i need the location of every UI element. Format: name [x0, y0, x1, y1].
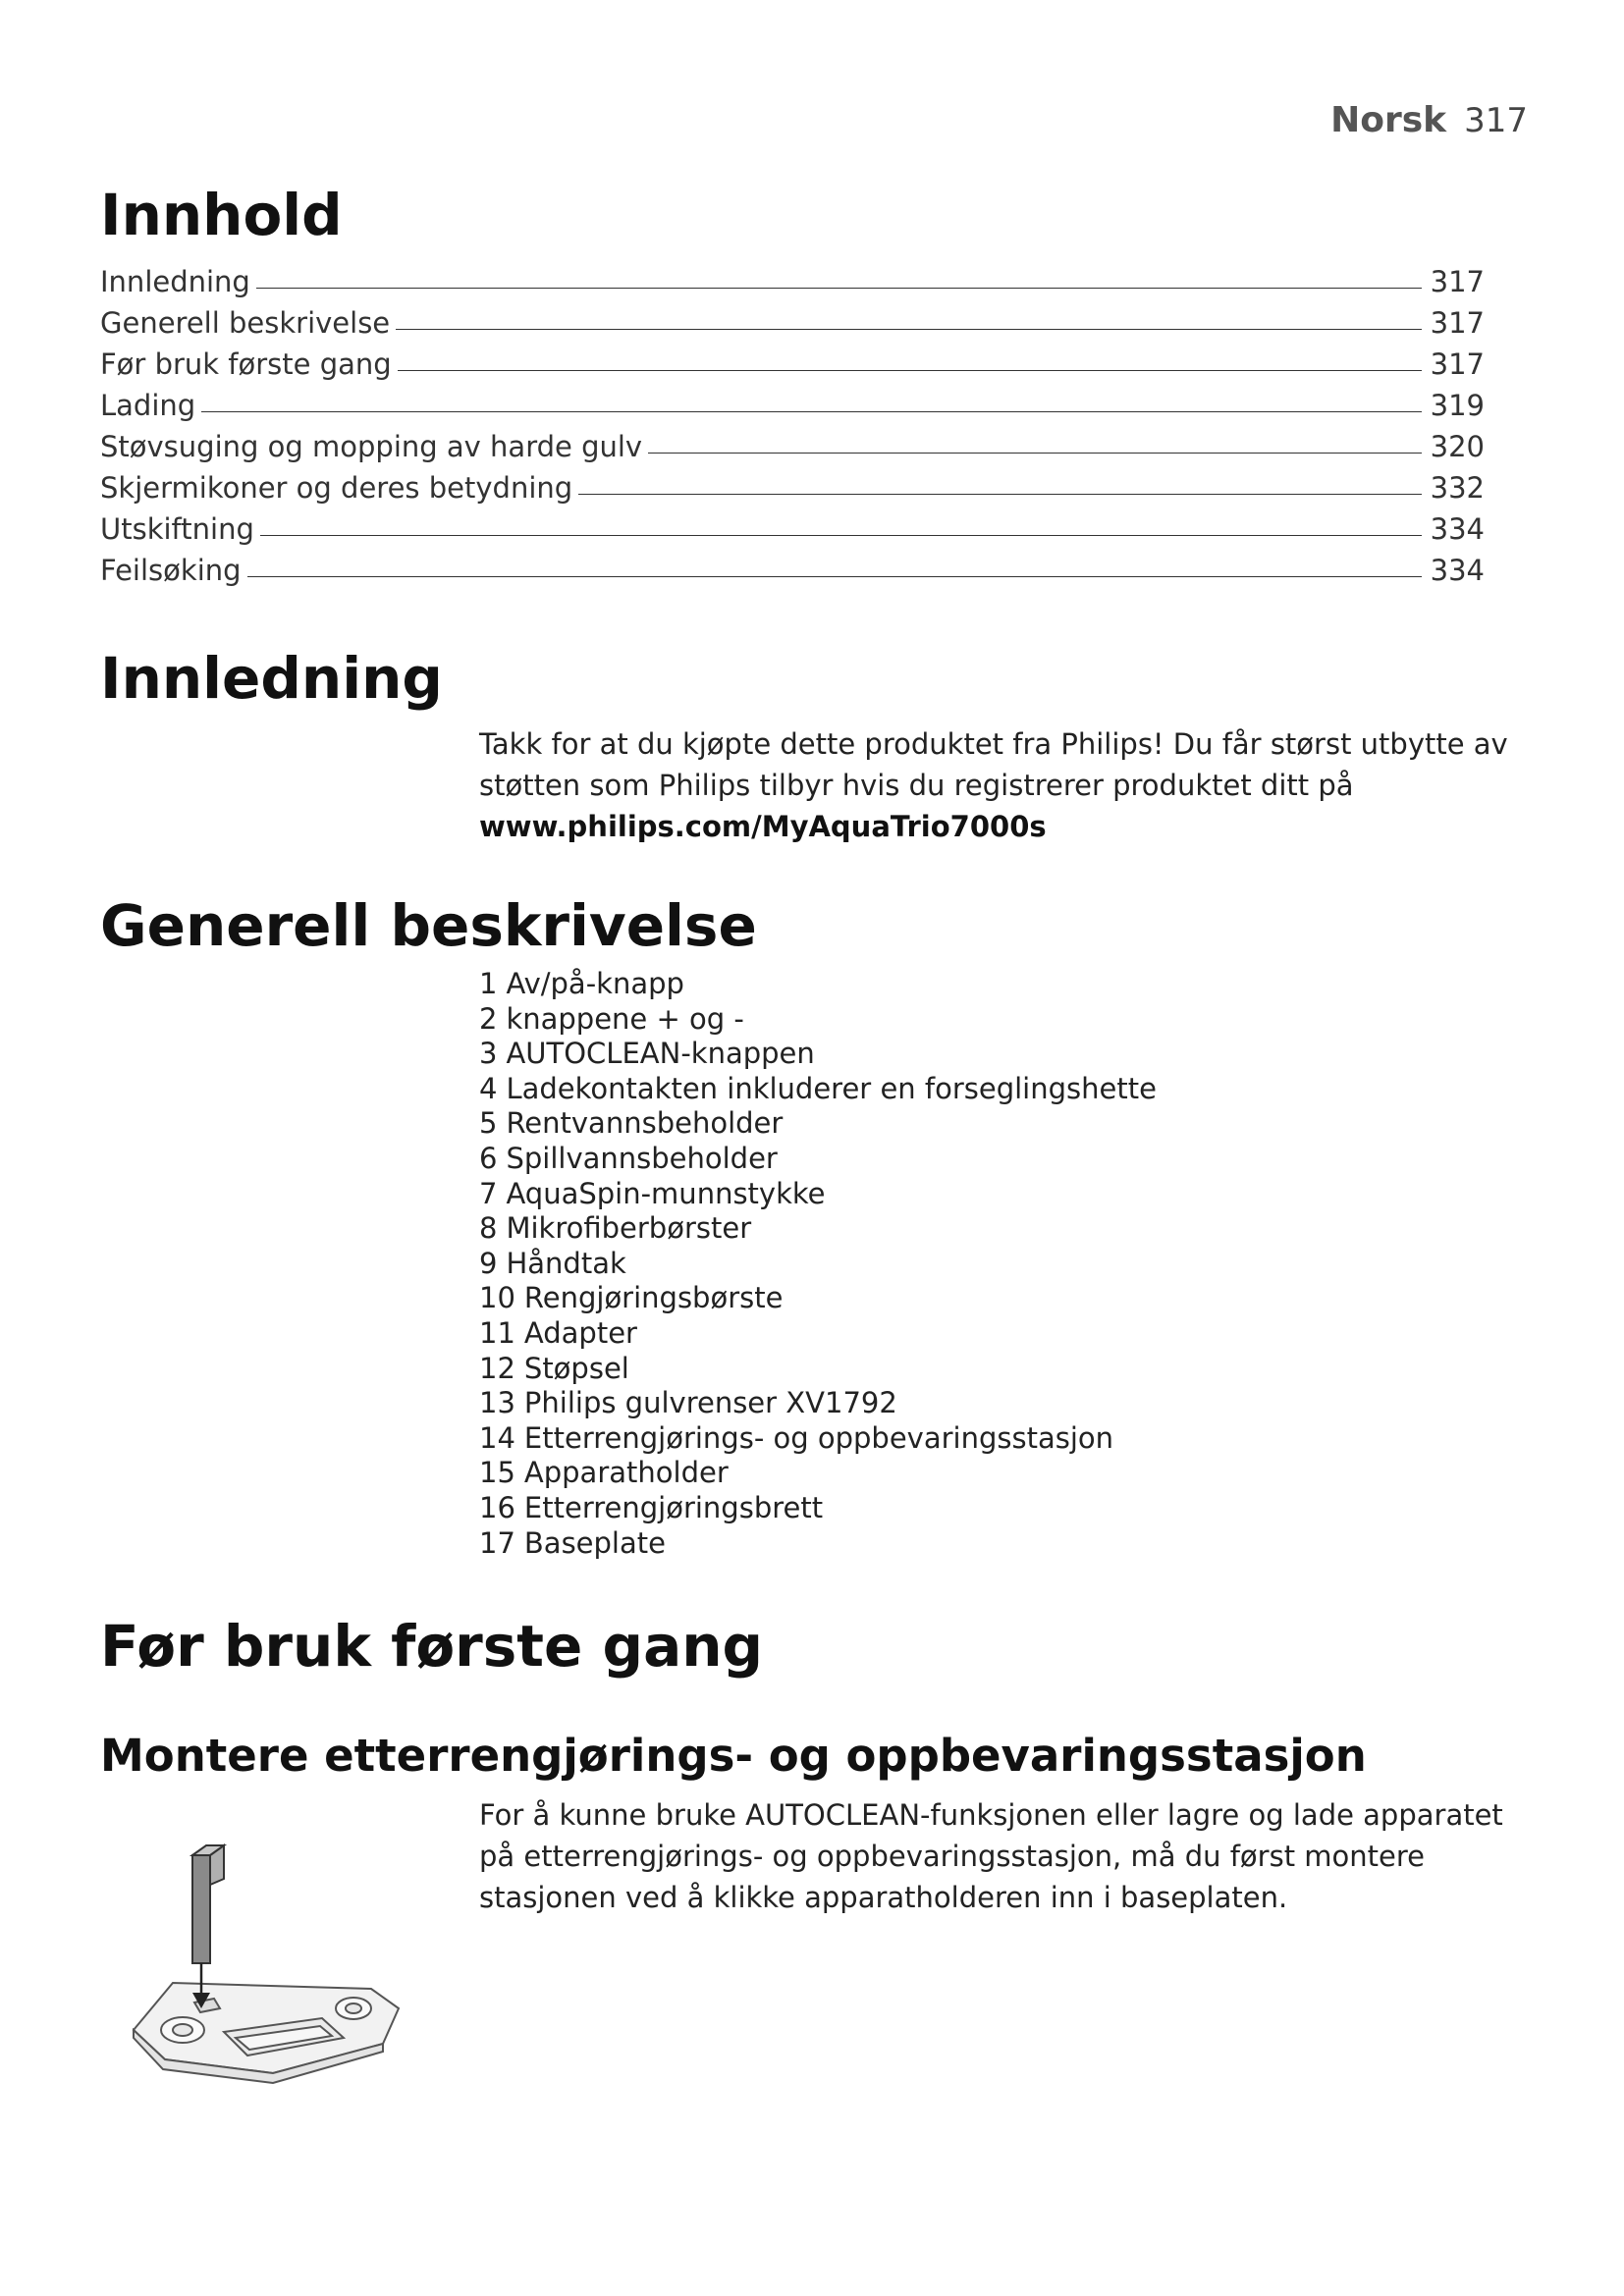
part-label: AUTOCLEAN-knappen [506, 1037, 815, 1071]
toc-entry-page: 320 [1430, 430, 1485, 463]
toc-entry[interactable] [100, 381, 1485, 422]
station-assembly-illustration [126, 1816, 410, 2101]
parts-list-item [479, 1072, 1157, 1107]
part-number: 12 [479, 1351, 515, 1385]
part-label: Av/på-knapp [506, 967, 684, 1000]
part-label: Etterrengjøringsbrett [523, 1490, 824, 1524]
toc-entry-page: 334 [1430, 512, 1485, 546]
toc-leader-line [201, 411, 1422, 412]
parts-list-item [479, 1177, 1157, 1212]
toc-entry-title: Lading [100, 389, 196, 422]
toc-leader-line [256, 288, 1422, 289]
parts-list [479, 967, 1157, 1561]
part-number: 3 [479, 1037, 498, 1071]
general-description-title: Generell beskrivelse [100, 892, 757, 959]
toc-entry[interactable] [100, 463, 1485, 505]
toc-entry-page: 319 [1430, 389, 1485, 422]
part-number: 5 [479, 1106, 498, 1141]
parts-list-item [479, 1491, 1157, 1526]
parts-list-item [479, 1421, 1157, 1457]
before-first-use-title: Før bruk første gang [100, 1613, 764, 1680]
part-label: Rentvannsbeholder [506, 1106, 784, 1141]
parts-list-item [479, 1316, 1157, 1352]
part-label: AquaSpin-munnstykke [506, 1176, 826, 1210]
toc-entry-title: Generell beskrivelse [100, 306, 391, 340]
part-number: 8 [479, 1211, 498, 1246]
toc-title: Innhold [100, 182, 343, 248]
part-number: 2 [479, 1001, 498, 1036]
part-label: Rengjøringsbørste [523, 1281, 784, 1315]
toc-leader-line [398, 370, 1422, 371]
part-number: 10 [479, 1281, 515, 1315]
page-number: 317 [1464, 101, 1528, 140]
parts-list-item [479, 1352, 1157, 1387]
part-label: Apparatholder [523, 1456, 729, 1490]
toc-entry-page: 317 [1430, 265, 1485, 298]
part-label: Adapter [523, 1315, 637, 1350]
part-label: Ladekontakten inkluderer en forseglingshette [506, 1071, 1157, 1105]
toc-leader-line [578, 494, 1422, 495]
part-label: Etterrengjørings- og oppbevaringsstasjon [523, 1420, 1114, 1455]
assembly-subtitle: Montere etterrengjørings- og oppbevaringsstasjon [100, 1730, 1367, 1782]
parts-list-item [479, 1002, 1157, 1038]
part-number: 14 [479, 1420, 515, 1455]
part-label: knappene + og - [506, 1001, 744, 1036]
toc-entry[interactable] [100, 505, 1485, 546]
part-label: Philips gulvrenser XV1792 [523, 1386, 897, 1420]
toc-entry-title: Før bruk første gang [100, 347, 392, 381]
parts-list-item [479, 1142, 1157, 1177]
parts-list-item [479, 1106, 1157, 1142]
part-number: 7 [479, 1176, 498, 1210]
intro-paragraph [479, 723, 1530, 847]
part-number: 13 [479, 1386, 515, 1420]
part-number: 1 [479, 967, 498, 1000]
language-label: Norsk [1330, 100, 1447, 140]
table-of-contents [100, 257, 1485, 587]
toc-leader-line [260, 535, 1422, 536]
toc-entry[interactable] [100, 257, 1485, 298]
toc-entry[interactable] [100, 298, 1485, 340]
intro-text: Takk for at du kjøpte dette produktet fra Philips! Du får størst utbytte av støtten som Philips tilbyr hvis du registrerer produktet ditt på [479, 727, 1508, 802]
toc-entry-title: Feilsøking [100, 554, 242, 587]
toc-entry-page: 334 [1430, 554, 1485, 587]
toc-entry[interactable] [100, 340, 1485, 381]
toc-entry-page: 317 [1430, 347, 1485, 381]
parts-list-item [479, 1037, 1157, 1072]
toc-entry-title: Innledning [100, 265, 250, 298]
part-number: 11 [479, 1315, 515, 1350]
parts-list-item [479, 1247, 1157, 1282]
base-plate [134, 1983, 399, 2083]
part-label: Håndtak [506, 1246, 626, 1280]
toc-entry-title: Støvsuging og mopping av harde gulv [100, 430, 643, 463]
part-number: 15 [479, 1456, 515, 1490]
toc-entry[interactable] [100, 422, 1485, 463]
part-number: 16 [479, 1490, 515, 1524]
toc-entry-page: 332 [1430, 471, 1485, 505]
toc-entry-page: 317 [1430, 306, 1485, 340]
toc-leader-line [247, 576, 1422, 577]
assembly-paragraph: For å kunne bruke AUTOCLEAN-funksjonen eller lagre og lade apparatet på etterrengjørings- og oppbevaringsstasjon, må du først montere stasjonen ved å klikke apparatholderen inn i baseplaten. [479, 1798, 1503, 1914]
part-label: Spillvannsbeholder [506, 1141, 778, 1175]
registration-link[interactable]: www.philips.com/MyAquaTrio7000s [479, 810, 1047, 843]
part-number: 6 [479, 1141, 498, 1175]
parts-list-item [479, 1281, 1157, 1316]
parts-list-item [479, 967, 1157, 1002]
parts-list-item [479, 1211, 1157, 1247]
toc-leader-line [396, 329, 1422, 330]
part-label: Mikrofiberbørster [506, 1211, 752, 1246]
intro-title: Innledning [100, 645, 443, 712]
parts-list-item [479, 1526, 1157, 1562]
part-label: Baseplate [523, 1525, 666, 1560]
appliance-holder [192, 1845, 224, 1963]
parts-list-item [479, 1456, 1157, 1491]
parts-list-item [479, 1386, 1157, 1421]
toc-entry-title: Utskiftning [100, 512, 254, 546]
toc-entry[interactable] [100, 546, 1485, 587]
part-number: 4 [479, 1071, 498, 1105]
toc-entry-title: Skjermikoner og deres betydning [100, 471, 573, 505]
toc-leader-line [648, 453, 1422, 454]
page-header [1330, 100, 1528, 140]
part-number: 9 [479, 1246, 498, 1280]
part-label: Støpsel [523, 1351, 629, 1385]
part-number: 17 [479, 1525, 515, 1560]
